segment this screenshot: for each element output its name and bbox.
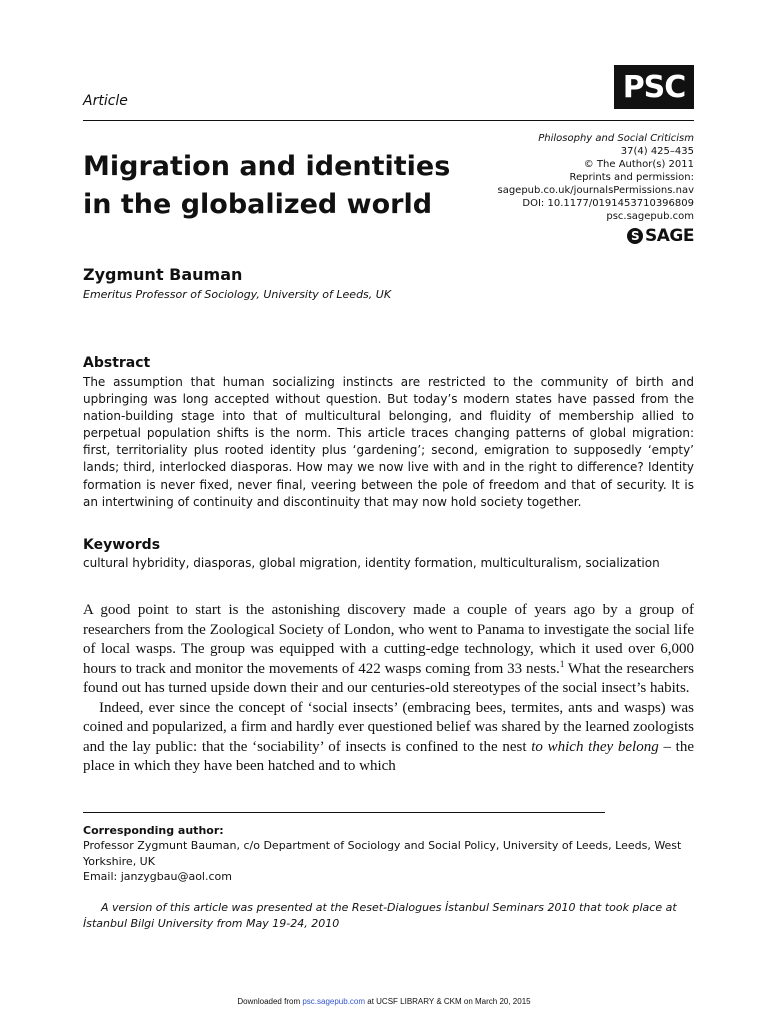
copyright-notice: © The Author(s) 2011 bbox=[583, 159, 694, 170]
abstract-text: The assumption that human socializing instincts are restricted to the community of birth and upbringing was long accepted without question. But today’s modern states have passed from the nation-building stage into that of multicultural belonging, and fluidity of membership allied to perpetual population shifts is the norm. This article traces changing patterns of global migration: first, territoriality plus rooted identity plus ‘gardening’; second, emigration to supposedly ‘empty’ lands; third, interlocked diasporas. How may we now live with and in the right to difference? Identity formation is never fixed, never final, veering between the pole of freedom and that of security. It is an intertwining of continuity and discontinuity that may now hold society together. bbox=[83, 375, 694, 509]
reprints-label: Reprints and permission: bbox=[569, 172, 694, 183]
body-paragraph-2-start: Indeed, ever since the concept of ‘social insects’ (embracing bees, termites, ants and wasps) was coined and popularized, a firm and hardly ever questioned belief was shared by the learned zoologists and the lay public: that the ‘sociability’ of insects is confined to the nest bbox=[83, 699, 694, 755]
download-notice bbox=[0, 997, 768, 1006]
header-divider bbox=[83, 120, 694, 121]
abstract-heading: Abstract bbox=[83, 355, 151, 371]
footnote-reference[interactable]: 1 bbox=[559, 658, 565, 669]
download-suffix: at UCSF LIBRARY & CKM on March 20, 2015 bbox=[365, 997, 531, 1006]
body-paragraph-2-end: – the place in which they have been hatched and to which bbox=[83, 738, 694, 774]
footnote-divider bbox=[83, 812, 605, 813]
keywords-heading: Keywords bbox=[83, 537, 161, 553]
journal-name: Philosophy and Social Criticism bbox=[538, 133, 694, 144]
article-title: Migration and identities in the globalized world bbox=[83, 151, 451, 220]
publisher-logo-text: SAGE bbox=[645, 226, 694, 246]
corresponding-author-email[interactable]: Email: janzygbau@aol.com bbox=[83, 870, 232, 883]
body-paragraph-2-emphasis: to which they belong bbox=[531, 738, 659, 755]
presentation-footnote: A version of this article was presented at the Reset-Dialogues İstanbul Seminars 2010 that took place at İstanbul Bilgi University from May 19-24, 2010 bbox=[83, 901, 677, 930]
corresponding-author-details bbox=[83, 838, 694, 885]
article-body bbox=[83, 601, 694, 777]
journal-logo: PSC bbox=[614, 65, 694, 109]
journal-metadata bbox=[498, 132, 695, 223]
author-affiliation: Emeritus Professor of Sociology, University of Leeds, UK bbox=[83, 288, 392, 301]
download-source-link[interactable]: psc.sagepub.com bbox=[302, 997, 366, 1006]
body-paragraph-1-text: A good point to start is the astonishing discovery made a couple of years ago by a group of researchers from the Zoological Society of London, who went to Panama to investigate the social life of local wasps. The group was equipped with a cutting-edge technology, which it used over 6,000 hours to track and monitor the movements of 422 wasps coming from 33 nests. bbox=[83, 602, 694, 677]
journal-site-link[interactable]: psc.sagepub.com bbox=[606, 211, 694, 222]
sage-circle-icon: S bbox=[627, 228, 643, 244]
publisher-logo bbox=[627, 226, 694, 246]
permissions-link[interactable]: sagepub.co.uk/journalsPermissions.nav bbox=[497, 185, 694, 196]
body-paragraph bbox=[83, 699, 694, 777]
author-name: Zygmunt Bauman bbox=[83, 265, 243, 284]
corresponding-author-heading: Corresponding author: bbox=[83, 824, 224, 837]
download-prefix: Downloaded from bbox=[237, 997, 303, 1006]
journal-volume: 37(4) 425–435 bbox=[620, 146, 694, 157]
article-type-label: Article bbox=[83, 93, 128, 109]
keywords-text: cultural hybridity, diasporas, global migration, identity formation, multiculturalism, socialization bbox=[83, 556, 660, 570]
body-paragraph-1-rest: What the researchers found out has turned upside down their and our centuries-old stereotypes of the social insect’s habits. bbox=[83, 660, 694, 696]
corresponding-author-address: Professor Zygmunt Bauman, c/o Department of Sociology and Social Policy, University of Leeds, Leeds, West Yorkshire, UK bbox=[83, 839, 682, 868]
doi[interactable]: DOI: 10.1177/0191453710396809 bbox=[522, 198, 694, 209]
body-paragraph bbox=[83, 601, 694, 699]
